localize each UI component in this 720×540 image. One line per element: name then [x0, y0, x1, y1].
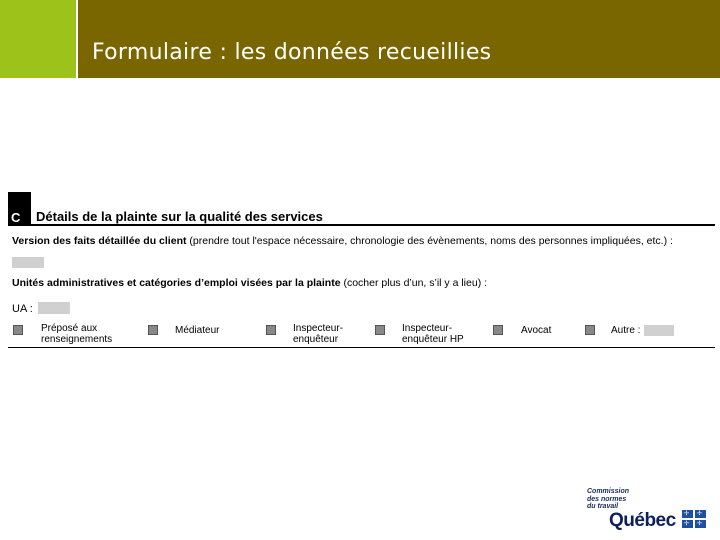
cnt-quebec-logo [584, 486, 714, 534]
ua-label: UA : [12, 303, 33, 315]
checkbox-prepose[interactable] [13, 325, 23, 335]
option-inspecteur-label: Inspecteur- enquêteur [293, 323, 344, 345]
ua-field[interactable] [38, 302, 70, 314]
title-bar [78, 0, 720, 78]
section-rule [31, 224, 715, 226]
checkbox-inspecteur[interactable] [266, 325, 276, 335]
section-letter: C [11, 210, 21, 225]
option-inspecteur-hp-label: Inspecteur- enquêteur HP [402, 323, 464, 345]
slide-title: Formulaire : les données recueillies [92, 40, 492, 65]
version-field[interactable] [12, 257, 44, 268]
units-label: Unités administratives et catégories d’emploi visées par la plainte [12, 277, 341, 289]
option-autre-label: Autre : [611, 325, 641, 336]
version-line [12, 235, 673, 247]
checkbox-autre[interactable] [585, 325, 595, 335]
option-avocat-label: Avocat [521, 325, 552, 336]
complaint-form-image [8, 192, 715, 350]
autre-field[interactable] [644, 325, 674, 336]
logo-quebec-wordmark: Québec [609, 510, 676, 531]
checkbox-inspecteur-hp[interactable] [375, 325, 385, 335]
section-title: Détails de la plainte sur la qualité des services [36, 209, 323, 224]
logo-org-name: Commission des normes du travail [587, 488, 630, 510]
checkbox-avocat[interactable] [493, 325, 503, 335]
section-bottom-rule [8, 347, 715, 348]
option-prepose-label: Préposé aux renseignements [41, 323, 113, 345]
version-note: (prendre tout l'espace nécessaire, chronologie des évènements, noms des personnes impliquées, etc.) : [189, 235, 673, 247]
accent-block [0, 0, 76, 78]
units-note: (cocher plus d’un, s’il y a lieu) : [343, 277, 488, 289]
version-label: Version des faits détaillée du client [12, 235, 187, 247]
units-line [12, 277, 487, 289]
quebec-flag-icon: ✢ ✢ ✢ ✢ [682, 510, 706, 528]
checkbox-mediateur[interactable] [148, 325, 158, 335]
option-mediateur-label: Médiateur [175, 325, 220, 336]
